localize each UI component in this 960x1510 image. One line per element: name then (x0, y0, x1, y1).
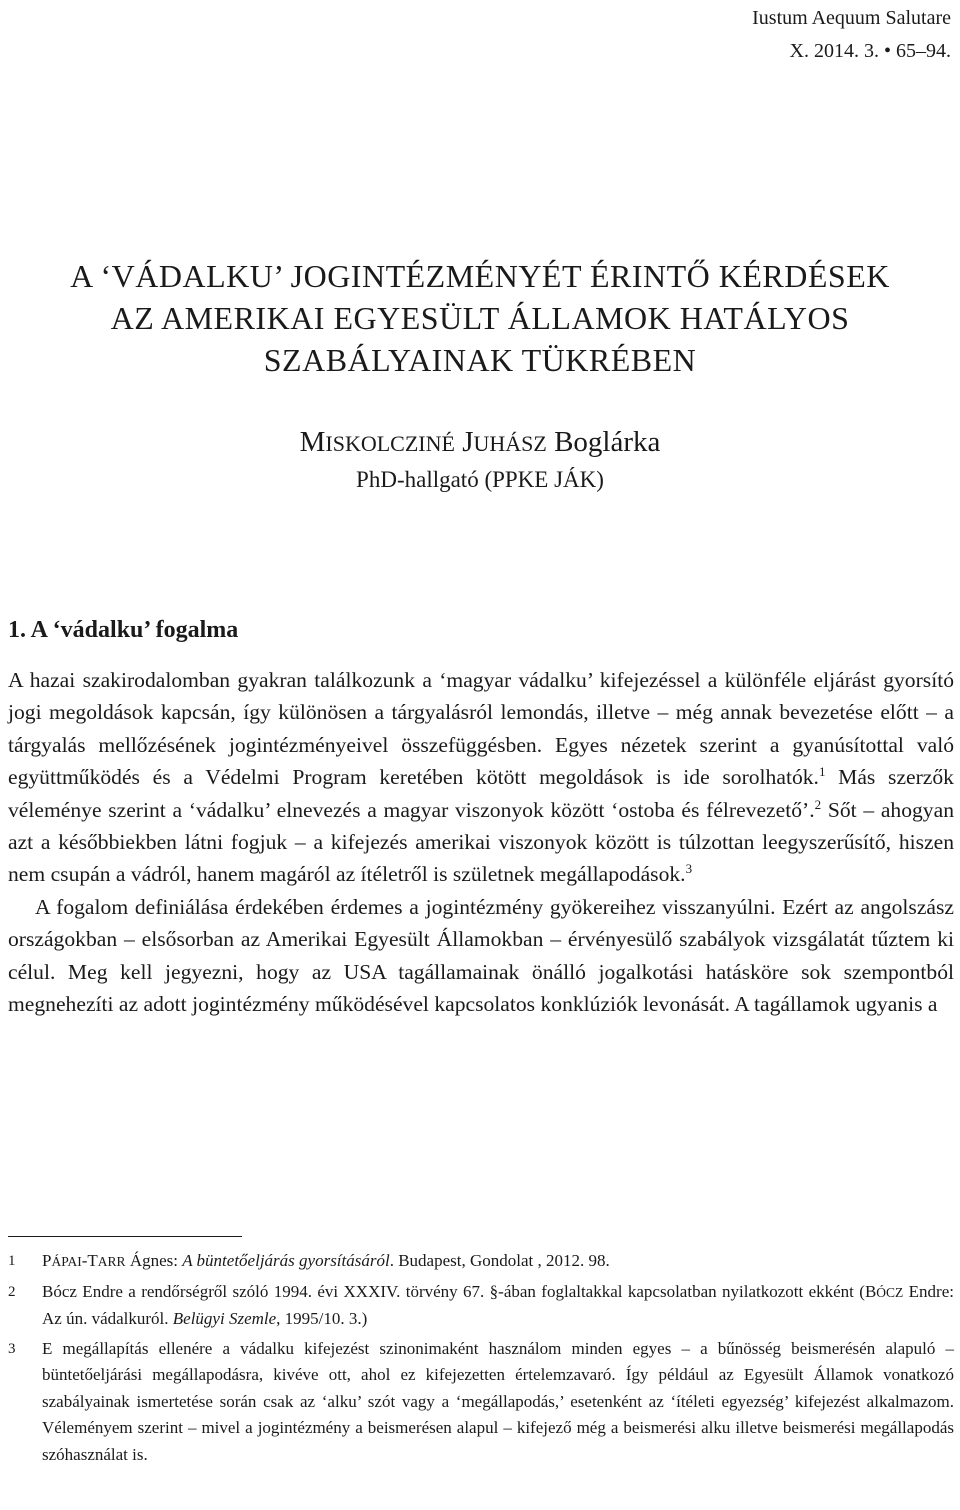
fn1-author-sep: - (81, 1251, 88, 1270)
fn2-text-a: Bócz Endre a rendőrségről szóló 1994. évi XXXIV. törvény 67. §-ában foglaltakkal kapcsolatban nyilatkozott ekként ( (42, 1281, 865, 1301)
section-heading: 1. A ‘vádalku’ fogalma (8, 617, 239, 643)
footnote-number: 1 (8, 1253, 16, 1269)
footnote-2 (8, 1279, 954, 1333)
author-surname1-rest: ISKOLCZINÉ (325, 431, 455, 456)
title-line-3: SZABÁLYAINAK TÜKRÉBEN (263, 342, 697, 378)
fn2-author-rest: ÓCZ (876, 1284, 904, 1300)
author-surname1-initial: M (299, 426, 326, 458)
fn1-rest: . Budapest, Gondolat , 2012. 98. (389, 1251, 610, 1270)
paragraph-2: A fogalom definiálása érdekében érdemes a jogintézmény gyökereihez visszanyúlni. Ezért az angolszász országokban – elsősorban az Amerikai Egyesült Államokban – érvényesülő szabályok vizsgálatát tűztem ki célul. Meg kell jegyezni, hogy az USA tagállamainak önálló jogalkotási hatásköre sok szempontból megnehezíti az adott jogintézmény működésével kapcsolatos konklúziók levonását. A tagállamok ugyanis a (8, 894, 954, 1017)
footnote-number: 2 (8, 1283, 16, 1300)
fn3-text: E megállapítás ellenére a vádalku kifejezést szinonimaként használom minden egyes – a bűnösség beismerésén alapuló – büntetőeljárási megállapodásra, kivéve ott, ahol ez kifejezetten értelemzavaró. Így például az Egyesült Államok vonatkozó szabályainak ismertetése során csak az ‘alku’ szót vagy a ‘megállapodás,’ esetenként az ‘ítéleti egyezség’ kifejezést alkalmazom. Véleményem szerint – mivel a jogintézmény a beismerésen alapul – kifejező még a beismerési alku illetve beismerési megállapodás szóhasználat is. (42, 1338, 954, 1464)
fn1-author-rest: ÁPAI (51, 1254, 82, 1269)
journal-name: Iustum Aequum Salutare (752, 7, 951, 29)
fn1-author2-rest: ARR (97, 1254, 126, 1269)
footnote-divider (8, 1236, 242, 1237)
footnote-ref-2[interactable]: 2 (814, 796, 822, 812)
author-surname2-rest: UHÁSZ (473, 431, 547, 456)
author-surname2-initial: J (462, 426, 474, 458)
author-given-name: Boglárka (554, 426, 661, 458)
paragraph-1-part-2: Más szerzők véleménye szerint a ‘vádalku’ elnevezés a magyar viszonyok között ‘ostoba és félrevezető’. (8, 765, 954, 822)
paragraph-1 (8, 664, 954, 891)
fn1-author2-initial: T (87, 1251, 98, 1270)
running-head (752, 2, 951, 68)
title-line-1: A ‘VÁDALKU’ JOGINTÉZMÉNYÉT ÉRINTŐ KÉRDÉSEK (70, 258, 890, 294)
fn2-journal: Belügyi Szemle (172, 1309, 277, 1328)
fn1-author-initial: P (42, 1251, 52, 1270)
paragraph-1-part-3: Sőt – ahogyan azt a későbbiekben látni fogjuk – a kifejezés amerikai viszonyok között is túlzottan leegyszerűsítő, hiszen nem csupán a vádról, hanem magáról az ítéletről is születnek megállapodások. (8, 797, 954, 887)
fn2-author-initial: B (864, 1281, 877, 1301)
fn2-text-c: , 1995/10. 3.) (276, 1309, 368, 1328)
issue-info: X. 2014. 3. • 65–94. (789, 40, 951, 62)
footnote-1 (8, 1248, 954, 1276)
body-text (8, 664, 954, 1020)
author-name (40, 424, 920, 462)
title-line-2: AZ AMERIKAI EGYESÜLT ÁLLAMOK HATÁLYOS (110, 300, 850, 336)
paragraph-1-part-1: A hazai szakirodalomban gyakran találkozunk a ‘magyar vádalku’ kifejezéssel a különféle eljárást gyorsító jogi megoldások kapcsán, így különösen a tárgyalásról lemondás, illetve – még annak bevezetése előtt – a tárgyalás mellőzésének jogintézményeivel összefüggésben. Egyes nézetek szerint a gyanúsítottal való együttműködés és a Védelmi Program keretében kötött megoldások is ide sorolhatók. (8, 668, 954, 790)
article-title (40, 255, 920, 381)
footnotes (8, 1248, 954, 1471)
fn1-author-given: Ágnes: (125, 1251, 183, 1270)
footnote-number: 3 (8, 1340, 16, 1357)
footnote-ref-3[interactable]: 3 (685, 861, 693, 877)
footnote-3 (8, 1336, 954, 1469)
author-affiliation: PhD-hallgató (PPKE JÁK) (356, 467, 604, 492)
fn2-text-b: Endre: Az ún. vádalkuról. (42, 1281, 954, 1328)
fn1-book-title: A büntetőeljárás gyorsításáról (182, 1251, 390, 1270)
footnote-ref-1[interactable]: 1 (818, 764, 826, 780)
